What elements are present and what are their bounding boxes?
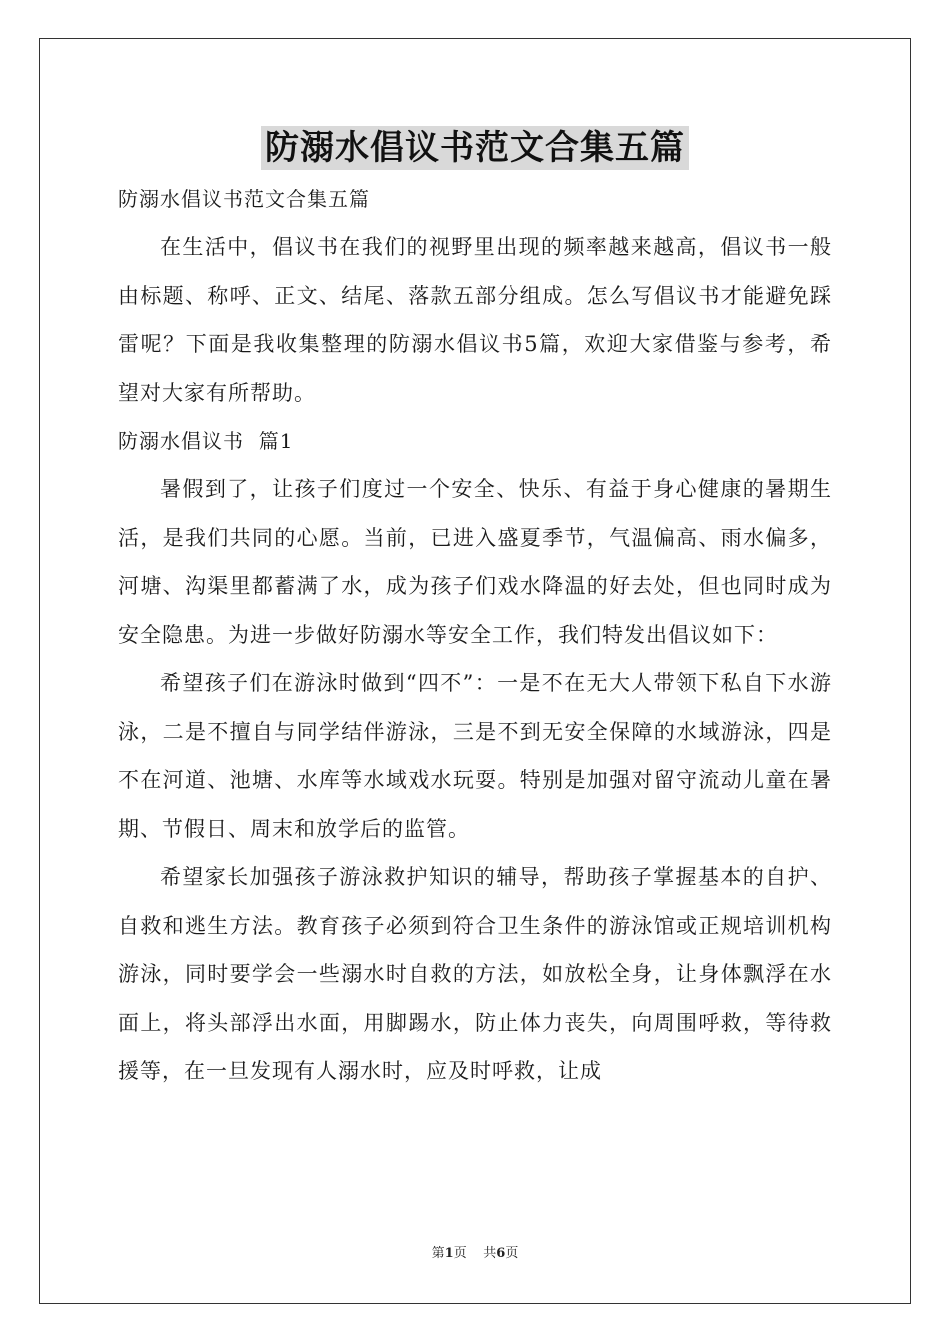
document-subtitle: 防溺水倡议书范文合集五篇 <box>118 187 370 211</box>
body-paragraph: 暑假到了，让孩子们度过一个安全、快乐、有益于身心健康的暑期生活，是我们共同的心愿。当前，已进入盛夏季节，气温偏高、雨水偏多，河塘、沟渠里都蓄满了水，成为孩子们戏水降温的好去处，但也同时成为安全隐患。为进一步做好防溺水等安全工作，我们特发出倡议如下： <box>118 477 832 647</box>
document-title: 防溺水倡议书范文合集五篇 <box>261 126 689 170</box>
page-total: 6 <box>496 1246 506 1261</box>
total-prefix: 共 <box>483 1246 497 1261</box>
document-body <box>118 178 832 1096</box>
intro-paragraph: 在生活中，倡议书在我们的视野里出现的频率越来越高，倡议书一般由标题、称呼、正文、结尾、落款五部分组成。怎么写倡议书才能避免踩雷呢？下面是我收集整理的防溺水倡议书5篇，欢迎大家借鉴与参考，希望对大家有所帮助。 <box>118 235 832 405</box>
total-suffix: 页 <box>505 1246 519 1261</box>
body-paragraph: 希望家长加强孩子游泳救护知识的辅导，帮助孩子掌握基本的自护、自救和逃生方法。教育孩子必须到符合卫生条件的游泳馆或正规培训机构游泳，同时要学会一些溺水时自救的方法，如放松全身，让身体飘浮在水面上，将头部浮出水面，用脚踢水，防止体力丧失，向周围呼救，等待救援等，在一旦发现有人溺水时，应及时呼救，让成 <box>118 865 832 1083</box>
page-suffix: 页 <box>453 1246 467 1261</box>
section-heading: 防溺水倡议书 篇1 <box>118 429 294 453</box>
page-number: 1 <box>444 1246 454 1261</box>
body-paragraph: 希望孩子们在游泳时做到“四不”：一是不在无大人带领下私自下水游泳，二是不擅自与同学结伴游泳，三是不到无安全保障的水域游泳，四是不在河道、池塘、水库等水域戏水玩耍。特别是加强对留守流动儿童在暑期、节假日、周末和放学后的监管。 <box>118 671 832 841</box>
title-container <box>0 126 950 170</box>
page-footer <box>0 1245 950 1263</box>
page-prefix: 第 <box>431 1246 445 1261</box>
